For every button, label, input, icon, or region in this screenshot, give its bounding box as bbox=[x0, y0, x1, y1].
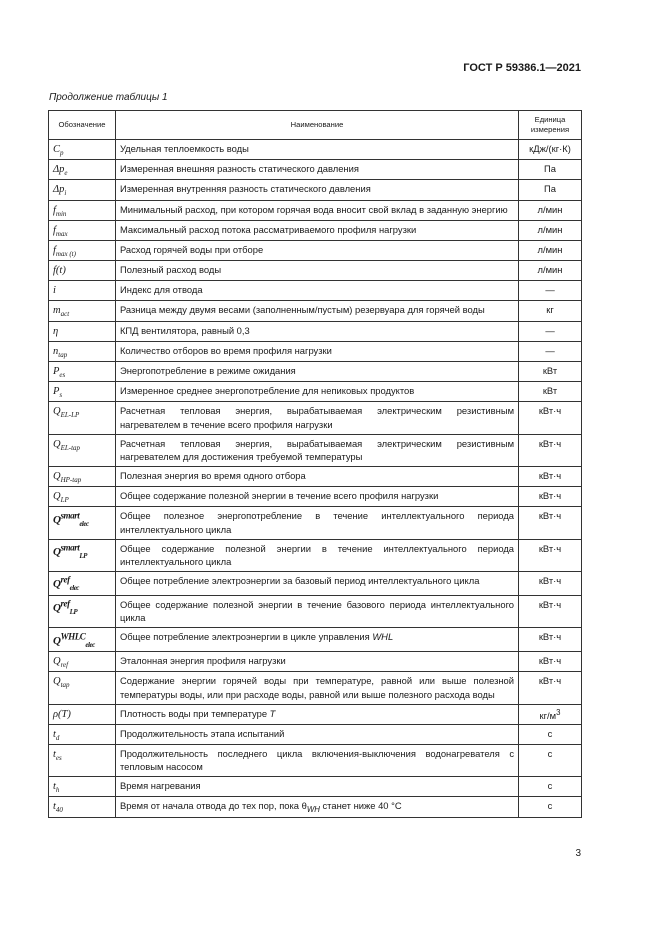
row-unit: Па bbox=[519, 160, 582, 180]
row-unit: кВт·ч bbox=[519, 595, 582, 627]
symbols-table bbox=[48, 110, 582, 818]
row-name: Содержание энергии горячей воды при температуре, равной или выше полезной температуры воды, или при расходе воды, равной или выше полезного расхода воды bbox=[115, 672, 518, 704]
row-symbol: $Q_{LP}$ bbox=[49, 487, 116, 507]
row-name: Общее содержание полезной энергии в течение всего профиля нагрузки bbox=[115, 487, 518, 507]
row-symbol: $f_{max (t)}$ bbox=[49, 241, 116, 261]
row-symbol: f(t) bbox=[49, 261, 116, 281]
table-row bbox=[49, 321, 582, 341]
row-symbol: η bbox=[49, 321, 116, 341]
table-row bbox=[49, 220, 582, 240]
row-unit: кВт·ч bbox=[519, 652, 582, 672]
row-unit: кВт·ч bbox=[519, 466, 582, 486]
row-symbol: $Q^{smart}_{LP}$ bbox=[49, 539, 116, 571]
table-row bbox=[49, 744, 582, 776]
row-name: Измеренная внешняя разность статического давления bbox=[115, 160, 518, 180]
row-unit: кВт·ч bbox=[519, 628, 582, 652]
table-row bbox=[49, 487, 582, 507]
row-symbol: $Q^{WHLC}_{elec}$ bbox=[49, 628, 116, 652]
column-header-unit: Единица измерения bbox=[519, 111, 582, 140]
row-name: Общее полезное энергопотребление в течение интеллектуального периода интеллектуального цикла bbox=[115, 507, 518, 539]
row-symbol: $t_h$ bbox=[49, 777, 116, 797]
table-row bbox=[49, 180, 582, 200]
row-unit: с bbox=[519, 724, 582, 744]
row-unit: — bbox=[519, 321, 582, 341]
row-symbol: $t_d$ bbox=[49, 724, 116, 744]
row-name: Измеренная внутренняя разность статического давления bbox=[115, 180, 518, 200]
row-symbol: $Q_{ref}$ bbox=[49, 652, 116, 672]
table-continuation-label: Продолжение таблицы 1 bbox=[49, 92, 168, 103]
row-name: Расчетная тепловая энергия, вырабатываемая электрическим резистивным нагревателем для достижения требуемой температуры bbox=[115, 434, 518, 466]
row-name: Расчетная тепловая энергия, вырабатываемая электрическим резистивным нагревателем в течение всего профиля нагрузки bbox=[115, 402, 518, 434]
table-row bbox=[49, 200, 582, 220]
row-symbol: $Q_{tap}$ bbox=[49, 672, 116, 704]
row-symbol: $\Delta p_i$ bbox=[49, 180, 116, 200]
row-unit: кВт·ч bbox=[519, 507, 582, 539]
row-unit: кВт·ч bbox=[519, 539, 582, 571]
table-row bbox=[49, 797, 582, 818]
row-name: Время нагревания bbox=[115, 777, 518, 797]
row-unit: кВт·ч bbox=[519, 672, 582, 704]
row-name: Минимальный расход, при котором горячая вода вносит свой вклад в заданную энергию bbox=[115, 200, 518, 220]
page-number: 3 bbox=[575, 848, 581, 859]
row-symbol: ρ(T) bbox=[49, 704, 116, 724]
row-symbol: $t_{es}$ bbox=[49, 744, 116, 776]
row-symbol: $Q_{EL-tap}$ bbox=[49, 434, 116, 466]
row-symbol: $C_p$ bbox=[49, 140, 116, 160]
table-row bbox=[49, 595, 582, 627]
row-name: Общее потребление электроэнергии в цикле управления WHL bbox=[115, 628, 518, 652]
row-unit: $кг/м^3$ bbox=[519, 704, 582, 724]
row-name: Энергопотребление в режиме ожидания bbox=[115, 361, 518, 381]
row-unit: кВт bbox=[519, 382, 582, 402]
row-symbol: i bbox=[49, 281, 116, 301]
row-unit: кВт·ч bbox=[519, 402, 582, 434]
row-name: Общее потребление электроэнергии за базовый период интеллектуального цикла bbox=[115, 571, 518, 595]
row-name: Общее содержание полезной энергии в течение интеллектуального периода интеллектуального цикла bbox=[115, 539, 518, 571]
row-symbol: $Q^{ref}_{elec}$ bbox=[49, 571, 116, 595]
row-name: Полезный расход воды bbox=[115, 261, 518, 281]
column-header-symbol: Обозначение bbox=[49, 111, 116, 140]
table-row bbox=[49, 652, 582, 672]
row-symbol: $\Delta p_e$ bbox=[49, 160, 116, 180]
row-unit: кВт·ч bbox=[519, 571, 582, 595]
row-name: Максимальный расход потока рассматриваемого профиля нагрузки bbox=[115, 220, 518, 240]
row-symbol: $t_{40}$ bbox=[49, 797, 116, 818]
row-unit: — bbox=[519, 281, 582, 301]
row-symbol: $m_{act}$ bbox=[49, 301, 116, 321]
row-unit: л/мин bbox=[519, 220, 582, 240]
row-unit: Па bbox=[519, 180, 582, 200]
table-row bbox=[49, 402, 582, 434]
table-row bbox=[49, 628, 582, 652]
table-row bbox=[49, 507, 582, 539]
row-symbol: $P_s$ bbox=[49, 382, 116, 402]
table-row bbox=[49, 724, 582, 744]
row-name: Количество отборов во время профиля нагрузки bbox=[115, 341, 518, 361]
row-symbol: $Q_{HP-tap}$ bbox=[49, 466, 116, 486]
table-row bbox=[49, 466, 582, 486]
row-unit: с bbox=[519, 797, 582, 818]
row-symbol: $Q^{smart}_{elec}$ bbox=[49, 507, 116, 539]
row-name: Измеренное среднее энергопотребление для непиковых продуктов bbox=[115, 382, 518, 402]
row-name: КПД вентилятора, равный 0,3 bbox=[115, 321, 518, 341]
row-symbol: $P_{es}$ bbox=[49, 361, 116, 381]
row-name: Разница между двумя весами (заполненным/пустым) резервуара для горячей воды bbox=[115, 301, 518, 321]
table-row bbox=[49, 341, 582, 361]
table-row bbox=[49, 301, 582, 321]
row-unit: кг bbox=[519, 301, 582, 321]
row-name: Эталонная энергия профиля нагрузки bbox=[115, 652, 518, 672]
row-name: Расход горячей воды при отборе bbox=[115, 241, 518, 261]
row-unit: кВт·ч bbox=[519, 487, 582, 507]
table-row bbox=[49, 261, 582, 281]
row-unit: кДж/(кг·К) bbox=[519, 140, 582, 160]
row-symbol: $n_{tap}$ bbox=[49, 341, 116, 361]
row-name: Плотность воды при температуре T bbox=[115, 704, 518, 724]
table-row bbox=[49, 241, 582, 261]
row-name: Продолжительность последнего цикла включения-выключения водонагревателя с тепловым насосом bbox=[115, 744, 518, 776]
standard-designation: ГОСТ Р 59386.1—2021 bbox=[463, 62, 581, 74]
row-unit: л/мин bbox=[519, 200, 582, 220]
row-unit: кВт·ч bbox=[519, 434, 582, 466]
table-row bbox=[49, 704, 582, 724]
row-name: Полезная энергия во время одного отбора bbox=[115, 466, 518, 486]
row-name: Продолжительность этапа испытаний bbox=[115, 724, 518, 744]
table-row bbox=[49, 777, 582, 797]
row-name: Общее содержание полезной энергии в течение базового периода интеллектуального цикла bbox=[115, 595, 518, 627]
row-unit: с bbox=[519, 744, 582, 776]
table-row bbox=[49, 382, 582, 402]
row-symbol: $Q_{EL-LP}$ bbox=[49, 402, 116, 434]
row-unit: л/мин bbox=[519, 241, 582, 261]
table-row bbox=[49, 361, 582, 381]
table-header-row bbox=[49, 111, 582, 140]
row-symbol: $Q^{ref}_{LP}$ bbox=[49, 595, 116, 627]
table-row bbox=[49, 140, 582, 160]
row-symbol: $f_{max}$ bbox=[49, 220, 116, 240]
row-unit: с bbox=[519, 777, 582, 797]
row-name: Время от начала отвода до тех пор, пока $\theta_{WH}$ станет ниже 40 °C bbox=[115, 797, 518, 818]
column-header-name: Наименование bbox=[115, 111, 518, 140]
table-row bbox=[49, 539, 582, 571]
row-name: Индекс для отвода bbox=[115, 281, 518, 301]
row-symbol: $f_{min}$ bbox=[49, 200, 116, 220]
table-row bbox=[49, 160, 582, 180]
table-row bbox=[49, 281, 582, 301]
table-row bbox=[49, 672, 582, 704]
row-unit: — bbox=[519, 341, 582, 361]
row-unit: л/мин bbox=[519, 261, 582, 281]
table-row bbox=[49, 571, 582, 595]
table-row bbox=[49, 434, 582, 466]
row-name: Удельная теплоемкость воды bbox=[115, 140, 518, 160]
row-unit: кВт bbox=[519, 361, 582, 381]
